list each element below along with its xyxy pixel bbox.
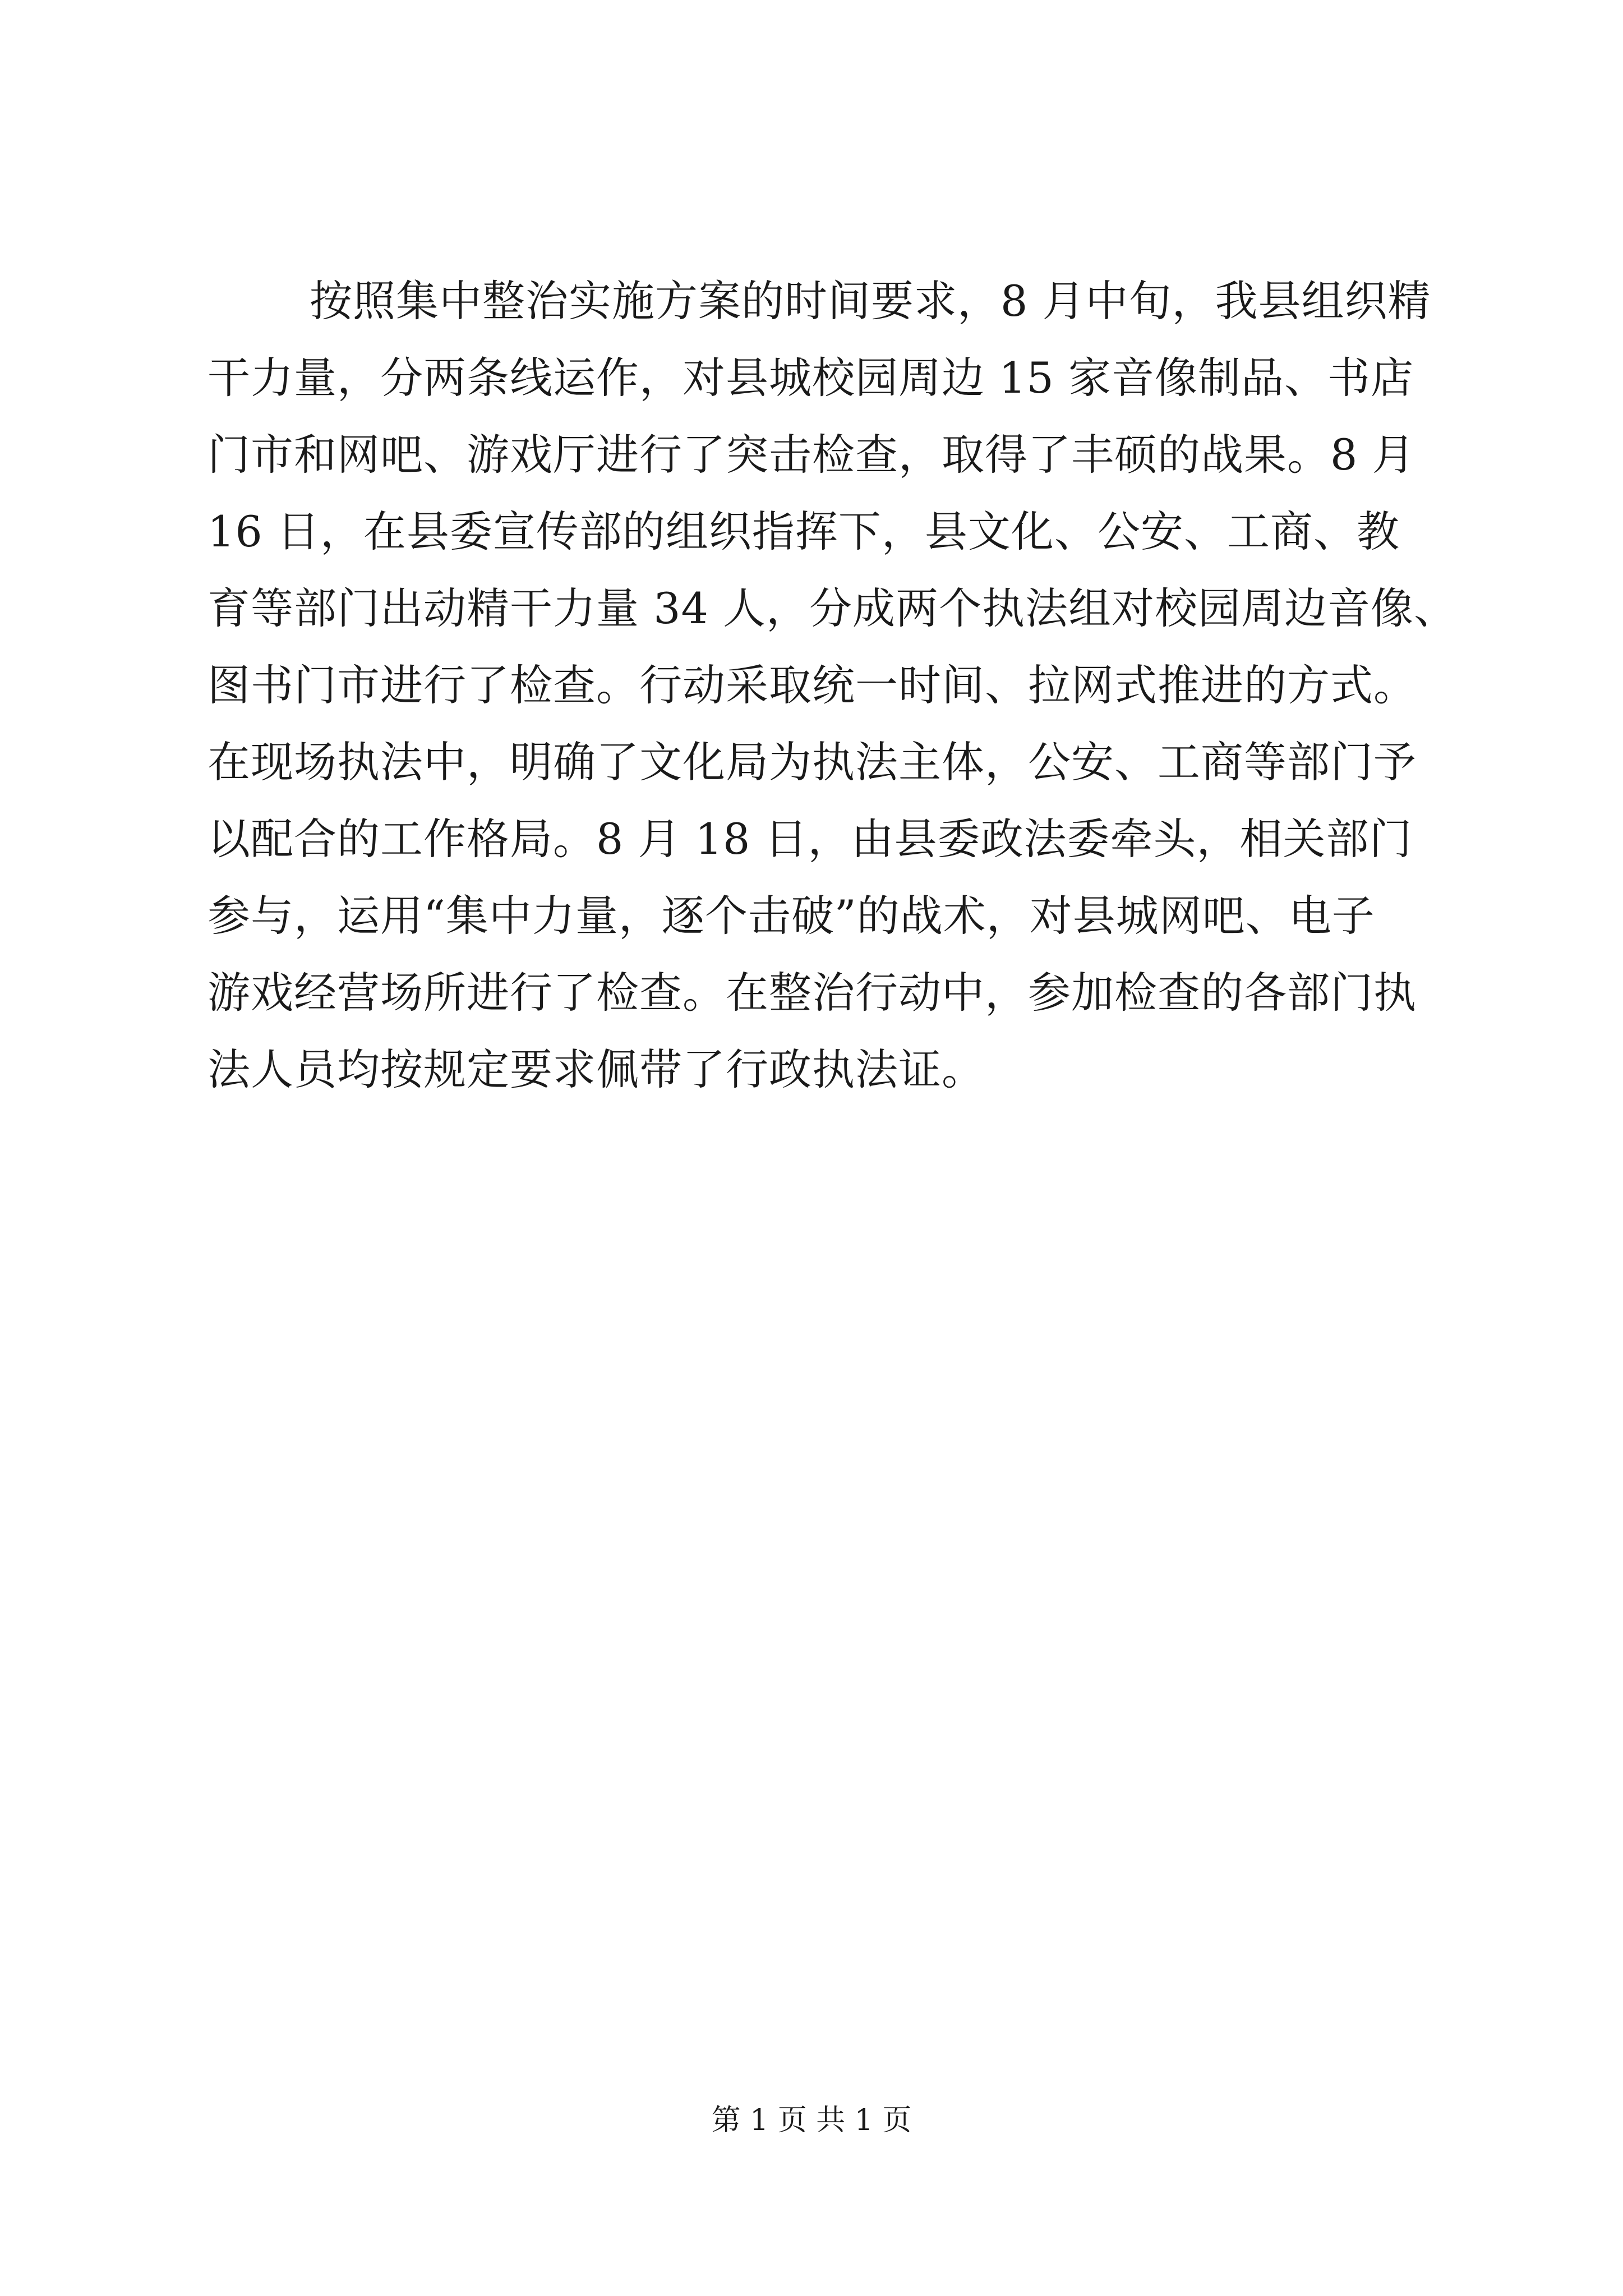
paragraph-line: 育等部门出动精干力量 34 人，分成两个执法组对校园周边音像、 bbox=[208, 583, 1458, 633]
paragraph-line: 游戏经营场所进行了检查。在整治行动中，参加检查的各部门执 bbox=[208, 968, 1417, 1018]
paragraph-line: 参与，运用“集中力量，逐个击破”的战术，对县城网吧、电子 bbox=[208, 891, 1375, 941]
paragraph-line: 图书门市进行了检查。行动采取统一时间、拉网式推进的方式。 bbox=[208, 660, 1417, 710]
paragraph-line: 法人员均按规定要求佩带了行政执法证。 bbox=[208, 1045, 985, 1094]
paragraph-line: 以配合的工作格局。8 月 18 日，由县委政法委牵头，相关部门 bbox=[208, 814, 1413, 864]
body-paragraph bbox=[208, 263, 1458, 1108]
paragraph-line: 在现场执法中，明确了文化局为执法主体，公安、工商等部门予 bbox=[208, 737, 1417, 787]
paragraph-line: 16 日，在县委宣传部的组织指挥下，县文化、公安、工商、教 bbox=[208, 507, 1400, 556]
page-footer: 第 1 页 共 1 页 bbox=[711, 2104, 912, 2137]
paragraph-line: 门市和网吧、游戏厅进行了突击检查，取得了丰硕的战果。8 月 bbox=[208, 430, 1415, 480]
paragraph-line: 干力量，分两条线运作，对县城校园周边 15 家音像制品、书店 bbox=[208, 353, 1414, 403]
paragraph-line: 按照集中整治实施方案的时间要求，8 月中旬，我县组织精 bbox=[310, 276, 1431, 326]
